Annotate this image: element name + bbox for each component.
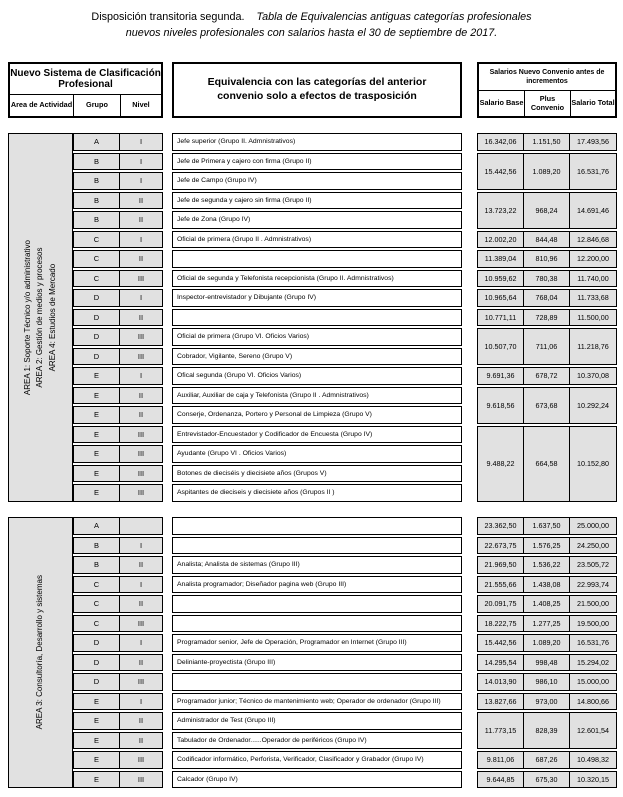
- grupo-cell: D: [73, 289, 120, 307]
- grupo-cell: A: [73, 517, 120, 535]
- grupo-cell: D: [73, 673, 120, 691]
- salario-total-cell: 12.200,00: [570, 250, 617, 268]
- equivalencia-cell: Aspitantes de dieciseis y diecisiete años (Grupos II ): [172, 484, 462, 502]
- equivalencia-cell: Ayudante (Grupo VI . Oficios Varios): [172, 445, 462, 463]
- salario-total-cell: 10.320,15: [570, 771, 617, 789]
- equivalencia-cell: Jefe de Zona (Grupo IV): [172, 211, 462, 229]
- salario-total-cell: 14.691,46: [570, 192, 617, 229]
- title-normal-part: Disposición transitoria segunda.: [91, 11, 245, 23]
- salario-base-cell: 14.013,90: [477, 673, 524, 691]
- grupo-cell: D: [73, 328, 120, 346]
- plus-convenio-cell: 828,39: [524, 712, 570, 749]
- grupo-cell: C: [73, 231, 120, 249]
- equivalencia-cell: [172, 517, 462, 535]
- equivalencia-cell: Administrador de Test (Grupo III): [172, 712, 462, 730]
- grupo-cell: E: [73, 693, 120, 711]
- grupo-cell: E: [73, 445, 120, 463]
- nivel-cell: III: [120, 484, 163, 502]
- nivel-cell: I: [120, 231, 163, 249]
- nivel-cell: II: [120, 192, 163, 210]
- salario-total-cell: 14.800,66: [570, 693, 617, 711]
- salario-base-cell: 13.723,22: [477, 192, 524, 229]
- nivel-cell: III: [120, 348, 163, 366]
- salario-total-cell: 15.294,02: [570, 654, 617, 672]
- grupo-cell: E: [73, 367, 120, 385]
- header-salarios-title: Salarios Nuevo Convenio antes de incrementos: [479, 64, 615, 91]
- salario-total-cell: 10.152,80: [570, 426, 617, 502]
- plus-convenio-cell: 998,48: [524, 654, 570, 672]
- salario-base-cell: 9.691,36: [477, 367, 524, 385]
- grupo-cell: B: [73, 192, 120, 210]
- plus-convenio-cell: 673,68: [524, 387, 570, 424]
- equivalencia-cell: Entrevistador-Encuestador y Codificador de Encuesta (Grupo IV): [172, 426, 462, 444]
- nivel-cell: III: [120, 771, 163, 789]
- salario-total-cell: 12.601,54: [570, 712, 617, 749]
- plus-convenio-cell: 664,58: [524, 426, 570, 502]
- equivalencia-cell: Auxiliar, Auxiliar de caja y Telefonista (Grupo II . Admnistrativos): [172, 387, 462, 405]
- header-left-columns: [10, 95, 161, 116]
- column-header-area-de-actividad: Area de Actividad: [10, 100, 73, 110]
- area-label: [8, 133, 73, 502]
- salario-base-cell: 13.827,66: [477, 693, 524, 711]
- grupo-cell: C: [73, 270, 120, 288]
- equivalencia-cell: [172, 309, 462, 327]
- salario-total-cell: 12.846,68: [570, 231, 617, 249]
- plus-convenio-cell: 728,89: [524, 309, 570, 327]
- nivel-cell: I: [120, 634, 163, 652]
- plus-convenio-cell: 675,30: [524, 771, 570, 789]
- nivel-cell: II: [120, 654, 163, 672]
- salario-base-cell: 9.618,56: [477, 387, 524, 424]
- plus-convenio-cell: 711,06: [524, 328, 570, 365]
- plus-convenio-cell: 678,72: [524, 367, 570, 385]
- column-header-salario-total: Salario Total: [570, 91, 615, 116]
- grupo-cell: A: [73, 133, 120, 151]
- salario-total-cell: 15.000,00: [570, 673, 617, 691]
- area-label-text: AREA 1: Soporte Técnico y/o administrativo AREA 2: Gestión de medios y procesos AREA 4: Estudios de Mercado: [22, 239, 57, 395]
- plus-convenio-cell: 1.151,50: [524, 133, 570, 151]
- nivel-cell: III: [120, 751, 163, 769]
- salario-total-cell: 22.993,74: [570, 576, 617, 594]
- salario-base-cell: 18.222,75: [477, 615, 524, 633]
- equivalencia-cell: Oficial de primera (Grupo II . Admnistrativos): [172, 231, 462, 249]
- grupo-cell: C: [73, 595, 120, 613]
- plus-convenio-cell: 780,38: [524, 270, 570, 288]
- salario-total-cell: 19.500,00: [570, 615, 617, 633]
- salario-base-cell: 11.773,15: [477, 712, 524, 749]
- nivel-cell: III: [120, 426, 163, 444]
- salario-base-cell: 15.442,56: [477, 153, 524, 190]
- equivalencia-cell: Analista; Analista de sistemas (Grupo III): [172, 556, 462, 574]
- equivalencia-cell: [172, 595, 462, 613]
- equivalencia-cell: Oficial de primera (Grupo VI. Oficios Varios): [172, 328, 462, 346]
- grupo-cell: C: [73, 250, 120, 268]
- equivalencia-cell: [172, 537, 462, 555]
- salario-total-cell: 16.531,76: [570, 153, 617, 190]
- nivel-cell: III: [120, 270, 163, 288]
- grupo-cell: C: [73, 576, 120, 594]
- salario-base-cell: 23.362,50: [477, 517, 524, 535]
- nivel-cell: I: [120, 367, 163, 385]
- equivalencia-cell: Inspector-entrevistador y Dibujante (Grupo IV): [172, 289, 462, 307]
- nivel-cell: [120, 517, 163, 535]
- salario-base-cell: 10.965,64: [477, 289, 524, 307]
- nivel-cell: II: [120, 406, 163, 424]
- plus-convenio-cell: 973,00: [524, 693, 570, 711]
- plus-convenio-cell: 1.408,25: [524, 595, 570, 613]
- equivalencia-cell: Jefe de segunda y cajero sin firma (Grupo II): [172, 192, 462, 210]
- nivel-cell: II: [120, 250, 163, 268]
- plus-convenio-cell: 1.637,50: [524, 517, 570, 535]
- salario-total-cell: 11.218,76: [570, 328, 617, 365]
- equivalencia-cell: Cobrador, Vigilante, Sereno (Grupo V): [172, 348, 462, 366]
- header-salarios-columns: [479, 91, 615, 116]
- equivalencia-cell: Ofical segunda (Grupo VI. Oficios Varios): [172, 367, 462, 385]
- plus-convenio-cell: 1.438,08: [524, 576, 570, 594]
- salario-base-cell: 22.673,75: [477, 537, 524, 555]
- salario-base-cell: 15.442,56: [477, 634, 524, 652]
- nivel-cell: I: [120, 172, 163, 190]
- grupo-cell: E: [73, 406, 120, 424]
- area-label: [8, 517, 73, 788]
- plus-convenio-cell: 968,24: [524, 192, 570, 229]
- grupo-cell: E: [73, 732, 120, 750]
- header-salarios-box: [477, 62, 617, 118]
- salario-base-cell: 10.959,62: [477, 270, 524, 288]
- salario-total-cell: 17.493,56: [570, 133, 617, 151]
- equivalencia-cell: Calcador (Grupo IV): [172, 771, 462, 789]
- salario-total-cell: 23.505,72: [570, 556, 617, 574]
- grupo-cell: D: [73, 309, 120, 327]
- nivel-cell: II: [120, 595, 163, 613]
- salario-total-cell: 11.500,00: [570, 309, 617, 327]
- nivel-cell: II: [120, 211, 163, 229]
- plus-convenio-cell: 687,26: [524, 751, 570, 769]
- header-left-title: Nuevo Sistema de Clasificación Profesional: [10, 64, 161, 95]
- salario-base-cell: 16.342,06: [477, 133, 524, 151]
- grupo-cell: C: [73, 615, 120, 633]
- plus-convenio-cell: 810,96: [524, 250, 570, 268]
- equivalencia-cell: Programador senior, Jefe de Operación, Programador en Internet (Grupo III): [172, 634, 462, 652]
- nivel-cell: II: [120, 732, 163, 750]
- grupo-cell: B: [73, 537, 120, 555]
- nivel-cell: I: [120, 153, 163, 171]
- column-header-salario-base: Salario Base: [479, 98, 524, 108]
- column-header-grupo: Grupo: [73, 95, 120, 116]
- grupo-cell: E: [73, 465, 120, 483]
- salario-base-cell: 21.969,50: [477, 556, 524, 574]
- plus-convenio-cell: 1.277,25: [524, 615, 570, 633]
- grupo-cell: B: [73, 172, 120, 190]
- salario-base-cell: 10.771,11: [477, 309, 524, 327]
- equivalencia-cell: Tabulador de Ordenador......Operador de periféricos (Grupo IV): [172, 732, 462, 750]
- nivel-cell: I: [120, 537, 163, 555]
- title-italic-part-1: Tabla de Equivalencias antiguas categorías profesionales: [256, 11, 532, 23]
- salario-base-cell: 10.507,70: [477, 328, 524, 365]
- nivel-cell: II: [120, 387, 163, 405]
- grupo-cell: E: [73, 426, 120, 444]
- nivel-cell: III: [120, 615, 163, 633]
- salario-total-cell: 11.733,68: [570, 289, 617, 307]
- equivalencia-cell: Jefe superior (Grupo II. Admnistrativos): [172, 133, 462, 151]
- title-line-1: [0, 10, 623, 26]
- plus-convenio-cell: 986,10: [524, 673, 570, 691]
- grupo-cell: E: [73, 387, 120, 405]
- grupo-cell: D: [73, 654, 120, 672]
- nivel-cell: I: [120, 289, 163, 307]
- header-left-box: [8, 62, 163, 118]
- grupo-cell: B: [73, 556, 120, 574]
- column-header-nivel: Nivel: [120, 95, 161, 116]
- plus-convenio-cell: 1.576,25: [524, 537, 570, 555]
- nivel-cell: III: [120, 445, 163, 463]
- salario-base-cell: 12.002,20: [477, 231, 524, 249]
- equivalencia-cell: Analista programador; Diseñador pagina web (Grupo III): [172, 576, 462, 594]
- salario-total-cell: 10.370,08: [570, 367, 617, 385]
- salario-total-cell: 24.250,00: [570, 537, 617, 555]
- nivel-cell: I: [120, 576, 163, 594]
- equivalencia-cell: Deliniante-proyectista (Grupo III): [172, 654, 462, 672]
- salario-base-cell: 9.644,85: [477, 771, 524, 789]
- equivalencia-cell: Oficial de segunda y Telefonista recepcionista (Grupo II. Admnistrativos): [172, 270, 462, 288]
- grupo-cell: D: [73, 634, 120, 652]
- equivalencia-cell: Jefe de Primera y cajero con firma (Grupo II): [172, 153, 462, 171]
- salario-total-cell: 10.292,24: [570, 387, 617, 424]
- equivalencia-cell: [172, 250, 462, 268]
- area-label-text: AREA 3: Consultoría, Desarrollo y sistemas: [35, 575, 45, 730]
- plus-convenio-cell: 768,04: [524, 289, 570, 307]
- grupo-cell: B: [73, 211, 120, 229]
- grupo-cell: E: [73, 751, 120, 769]
- salario-base-cell: 20.091,75: [477, 595, 524, 613]
- grupo-cell: E: [73, 712, 120, 730]
- equivalencia-cell: Codificador informático, Perforista, Verificador, Clasificador y Grabador (Grupo IV): [172, 751, 462, 769]
- salario-base-cell: 21.555,66: [477, 576, 524, 594]
- equivalencia-cell: Jefe de Campo (Grupo IV): [172, 172, 462, 190]
- nivel-cell: I: [120, 133, 163, 151]
- grupo-cell: E: [73, 484, 120, 502]
- plus-convenio-cell: 1.089,20: [524, 634, 570, 652]
- grupo-cell: B: [73, 153, 120, 171]
- title-italic-part-2: nuevos niveles profesionales con salarios hasta el 30 de septiembre de 2017.: [125, 26, 498, 39]
- equivalencia-cell: [172, 615, 462, 633]
- equivalencia-cell: Programador junior; Técnico de mantenimiento web; Operador de ordenador (Grupo III): [172, 693, 462, 711]
- nivel-cell: II: [120, 556, 163, 574]
- section-area-3: [8, 517, 617, 788]
- salario-base-cell: 14.295,54: [477, 654, 524, 672]
- salario-total-cell: 10.498,32: [570, 751, 617, 769]
- nivel-cell: III: [120, 465, 163, 483]
- salario-total-cell: 21.500,00: [570, 595, 617, 613]
- section-area-1-2-4: [8, 133, 617, 502]
- nivel-cell: I: [120, 693, 163, 711]
- grupo-cell: D: [73, 348, 120, 366]
- salario-base-cell: 9.811,06: [477, 751, 524, 769]
- plus-convenio-cell: 1.089,20: [524, 153, 570, 190]
- salario-base-cell: 9.488,22: [477, 426, 524, 502]
- salario-total-cell: 25.000,00: [570, 517, 617, 535]
- nivel-cell: II: [120, 309, 163, 327]
- salario-total-cell: 11.740,00: [570, 270, 617, 288]
- header-equivalencia-box: Equivalencia con las categorías del anterior convenio solo a efectos de trasposición: [172, 62, 462, 118]
- nivel-cell: II: [120, 712, 163, 730]
- salario-total-cell: 16.531,76: [570, 634, 617, 652]
- page-title: [0, 10, 623, 41]
- equivalencia-cell: Conserje, Ordenanza, Portero y Personal de Limpieza (Grupo V): [172, 406, 462, 424]
- nivel-cell: III: [120, 673, 163, 691]
- equivalencia-cell: [172, 673, 462, 691]
- plus-convenio-cell: 844,48: [524, 231, 570, 249]
- grupo-cell: E: [73, 771, 120, 789]
- salario-base-cell: 11.389,04: [477, 250, 524, 268]
- column-header-plus-convenio: Plus Convenio: [524, 91, 570, 116]
- nivel-cell: III: [120, 328, 163, 346]
- equivalencia-cell: Botones de dieciséis y diecisiete años (Grupos V): [172, 465, 462, 483]
- plus-convenio-cell: 1.536,22: [524, 556, 570, 574]
